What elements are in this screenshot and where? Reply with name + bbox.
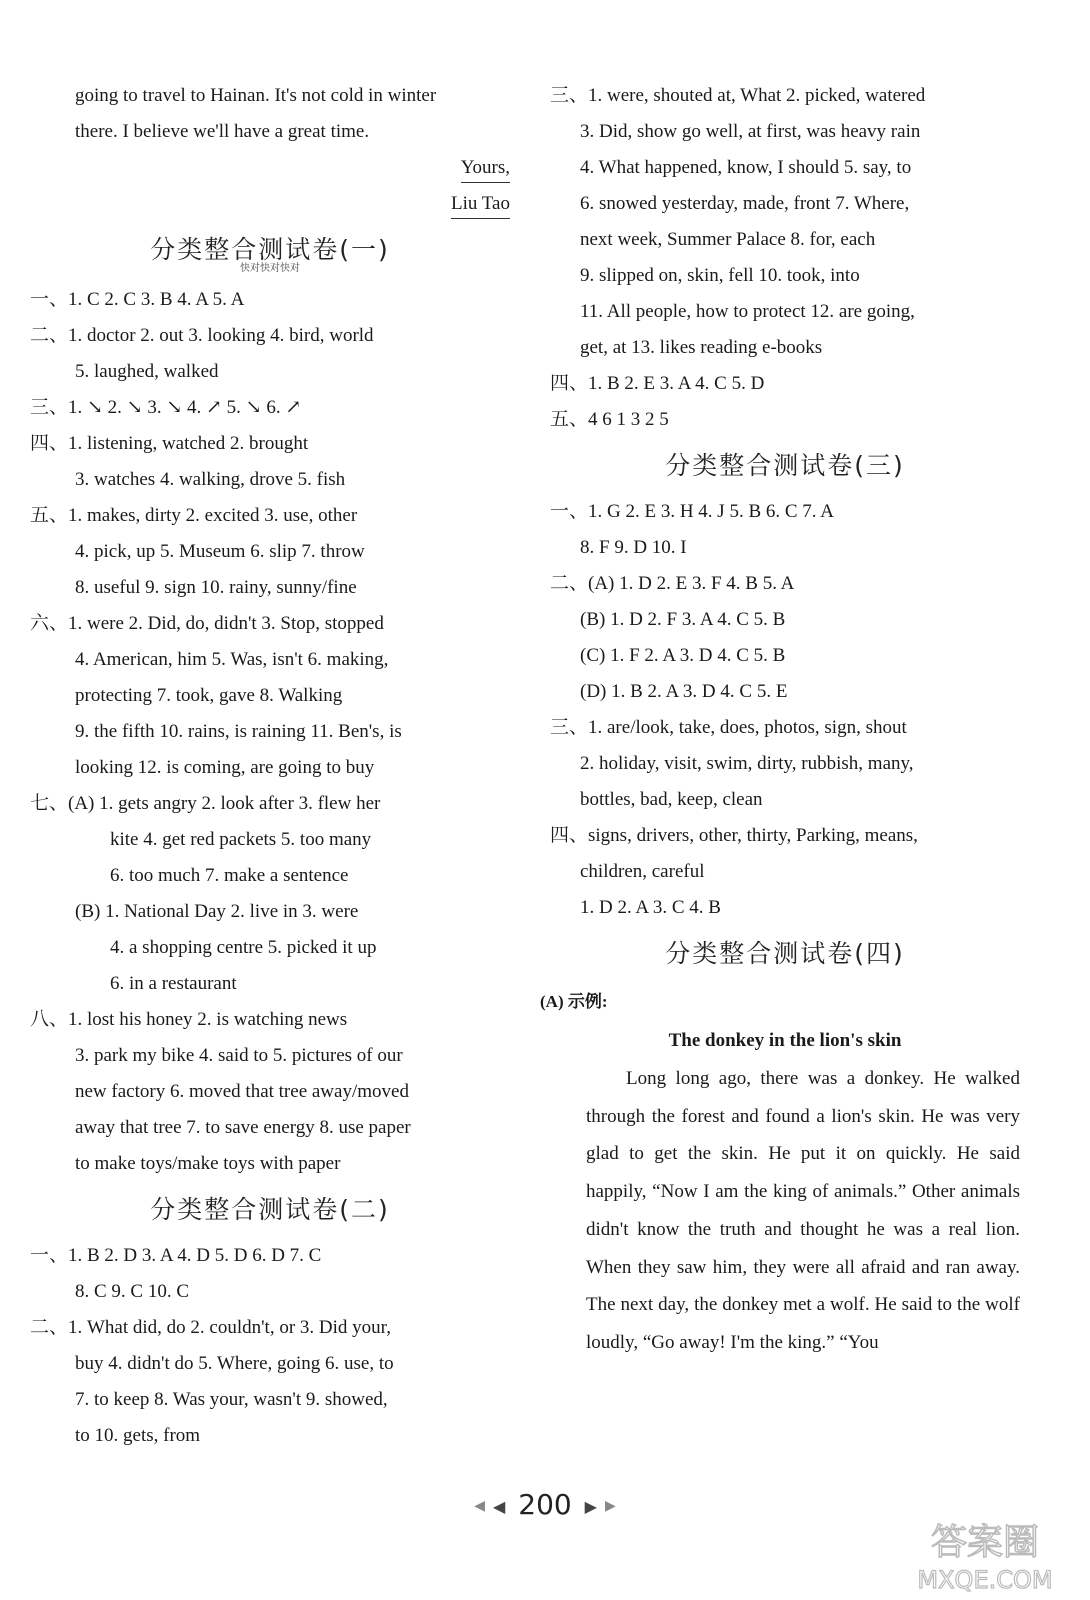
answer-line-text: 3. Did, show go well, at first, was heavy rain [580,121,921,142]
right-column [540,78,1030,1362]
answer-line-text: 6. too much 7. make a sentence [110,865,349,886]
answer-line-text: 四、signs, drivers, other, thirty, Parking, means, [550,825,918,846]
answer-line [30,390,510,426]
next-page-icon: ▶ [604,1498,616,1514]
answer-line [30,894,510,930]
answer-line [30,282,510,318]
answer-line [540,330,1030,366]
answer-line [30,858,510,894]
answer-line-text: 6. snowed yesterday, made, front 7. Where, [580,193,910,214]
answer-line [30,966,510,1002]
answer-line-text: 3. watches 4. walking, drove 5. fish [75,469,346,490]
answer-line [540,746,1030,782]
answer-line-text: kite 4. get red packets 5. too many [110,829,372,850]
answer-line-text: 6. in a restaurant [110,973,237,994]
answer-line [30,534,510,570]
answer-line [30,1074,510,1110]
prev-arrow-icon: ◀ [493,1496,506,1516]
answer-line [540,78,1030,114]
answer-line-text: 四、1. listening, watched 2. brought [30,433,309,454]
answer-line [30,186,510,222]
answer-line-text: 1. D 2. A 3. C 4. B [580,897,721,918]
answer-line [540,402,1030,438]
answer-line-text: 六、1. were 2. Did, do, didn't 3. Stop, stopped [30,613,384,634]
answer-line [540,294,1030,330]
answer-line [30,318,510,354]
answer-line-text: 三、1. are/look, take, does, photos, sign, shout [550,717,907,738]
answer-line-text: bottles, bad, keep, clean [580,789,763,810]
answer-line-text: 11. All people, how to protect 12. are going, [580,301,915,322]
answer-line [540,782,1030,818]
watermark-url: MXQE.COM [917,1566,1053,1594]
answer-line [540,114,1030,150]
answer-line [30,714,510,750]
story-text: Long long ago, there was a donkey. He walked through the forest and found a lion's skin. He was very glad to get the skin. He put it on quickly. He said happily, “Now I am the king of animals.” Other animals didn't know the truth and thought he was a real lion. When they saw him, they were all afraid and ran away. The next day, the donkey met a wolf. He said to the wolf loudly, “Go away! I'm the king.” “You [586,1068,1020,1353]
answer-line [540,366,1030,402]
answer-line-text: 7. to keep 8. Was your, wasn't 9. showed, [75,1389,388,1410]
answer-line [30,78,510,114]
answer-line-text: get, at 13. likes reading e-books [580,337,823,358]
answer-line [540,530,1030,566]
answer-line [30,786,510,822]
answer-line [30,150,510,186]
answer-line-text: 三、1. were, shouted at, What 2. picked, watered [550,85,926,106]
answer-line [540,638,1030,674]
answer-line-text: 一、1. B 2. D 3. A 4. D 5. D 6. D 7. C [30,1245,322,1266]
answer-line [30,426,510,462]
answer-line [30,498,510,534]
answer-line-text: 二、1. doctor 2. out 3. looking 4. bird, world [30,325,374,346]
answer-line-text: 9. the fifth 10. rains, is raining 11. Ben's, is [75,721,402,742]
answer-line-text: looking 12. is coming, are going to buy [75,757,375,778]
answer-line-text: going to travel to Hainan. It's not cold in winter [75,85,437,106]
section-heading: 分类整合测试卷(四) [665,939,905,968]
answer-line [30,570,510,606]
answer-line [540,222,1030,258]
right-answer-lines [540,78,1030,982]
answer-line-text: 4. pick, up 5. Museum 6. slip 7. throw [75,541,365,562]
section-heading: 分类整合测试卷(二) [150,1195,390,1224]
answer-line [30,1346,510,1382]
answer-line [540,854,1030,890]
answer-line [540,258,1030,294]
answer-line-text: 8. useful 9. sign 10. rainy, sunny/fine [75,577,357,598]
answer-line [30,1382,510,1418]
answer-line-text: Liu Tao [451,190,510,219]
answer-line-text: 七、(A) 1. gets angry 2. look after 3. flew her [30,793,381,814]
answer-line [30,1146,510,1182]
answer-line [30,462,510,498]
answer-line-text: 4. a shopping centre 5. picked it up [110,937,377,958]
answer-line-text: 8. F 9. D 10. I [580,537,687,558]
answer-line-text: 一、1. G 2. E 3. H 4. J 5. B 6. C 7. A [550,501,834,522]
answer-line [540,818,1030,854]
answer-line-text: to 10. gets, from [75,1425,201,1446]
answer-line-text: 五、1. makes, dirty 2. excited 3. use, other [30,505,358,526]
answer-line [30,678,510,714]
section-heading: 分类整合测试卷(三) [665,451,905,480]
answer-line-text: away that tree 7. to save energy 8. use paper [75,1117,411,1138]
answer-line-text: 9. slipped on, skin, fell 10. took, into [580,265,860,286]
answer-line-text: there. I believe we'll have a great time. [75,121,370,142]
answer-line-text: 二、1. What did, do 2. couldn't, or 3. Did your, [30,1317,391,1338]
watermark-logo [890,1512,1080,1594]
answer-line [540,566,1030,602]
answer-line-text: 4. What happened, know, I should 5. say, to [580,157,912,178]
answer-line [30,1238,510,1274]
answer-line-text: protecting 7. took, gave 8. Walking [75,685,343,706]
answer-line-text: (B) 1. D 2. F 3. A 4. C 5. B [580,609,786,630]
answer-line-text: new factory 6. moved that tree away/moved [75,1081,409,1102]
answer-line [30,750,510,786]
answer-line [30,930,510,966]
answer-line-text: 8. C 9. C 10. C [75,1281,190,1302]
next-arrow-icon: ▶ [584,1496,597,1516]
answer-line [540,602,1030,638]
answer-line [30,354,510,390]
answer-line [540,186,1030,222]
left-column [30,78,510,1454]
answer-line-text: 5. laughed, walked [75,361,219,382]
answer-line [540,710,1030,746]
answer-line [30,1310,510,1346]
answer-line-text: 3. park my bike 4. said to 5. pictures of our [75,1045,403,1066]
answer-line [30,1002,510,1038]
answer-line-text: Yours, [461,154,510,183]
story-paragraph [540,1060,1030,1362]
prev-page-icon: ◀ [474,1498,486,1514]
answer-line-text: 八、1. lost his honey 2. is watching news [30,1009,348,1030]
answer-line-text: 四、1. B 2. E 3. A 4. C 5. D [550,373,765,394]
answer-line [30,1038,510,1074]
answer-line-text: 2. holiday, visit, swim, dirty, rubbish, many, [580,753,914,774]
answer-line [30,114,510,150]
answer-line-text: (C) 1. F 2. A 3. D 4. C 5. B [580,645,786,666]
answer-line [540,150,1030,186]
page-number: 200 [518,1488,572,1521]
watermark-text: 答案圈 [930,1522,1040,1563]
answer-line-text: 五、4 6 1 3 2 5 [550,409,669,430]
answer-line [30,1418,510,1454]
answer-line-text: children, careful [580,861,705,882]
answer-line [540,494,1030,530]
answer-line-text: 三、1. ↘ 2. ↘ 3. ↘ 4. ↗ 5. ↘ 6. ↗ [30,397,302,418]
section-heading: 分类整合测试卷(一) [150,235,390,264]
example-label: (A) 示例: [540,992,608,1011]
heading-stamp-text: 快对快对快对 [240,263,300,274]
answer-line-text: buy 4. didn't do 5. Where, going 6. use, to [75,1353,394,1374]
answer-line-text: (D) 1. B 2. A 3. D 4. C 5. E [580,681,788,702]
story-title: The donkey in the lion's skin [668,1030,902,1051]
answer-line [540,674,1030,710]
answer-line [540,890,1030,926]
answer-line-text: next week, Summer Palace 8. for, each [580,229,876,250]
answer-line [30,1274,510,1310]
answer-line-text: 4. American, him 5. Was, isn't 6. making, [75,649,389,670]
answer-line-text: 二、(A) 1. D 2. E 3. F 4. B 5. A [550,573,795,594]
answer-line [30,822,510,858]
answer-line [30,1110,510,1146]
answer-line-text: (B) 1. National Day 2. live in 3. were [75,901,359,922]
answer-line [30,606,510,642]
answer-line [30,642,510,678]
answer-line-text: 一、1. C 2. C 3. B 4. A 5. A [30,289,245,310]
answer-line-text: to make toys/make toys with paper [75,1153,341,1174]
